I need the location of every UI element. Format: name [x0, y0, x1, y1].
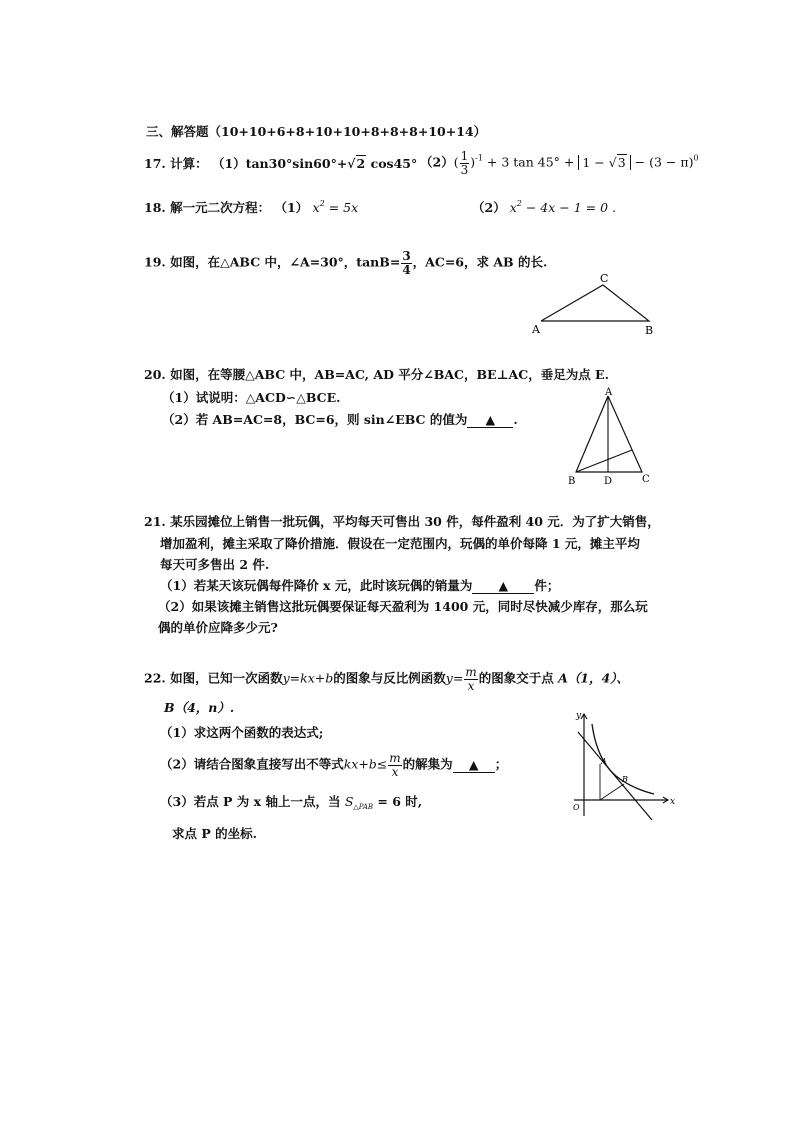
q22-fraction: $\frac{m}{x}$ — [465, 665, 477, 693]
q21-line3: 每天可多售出 2 件. — [160, 557, 270, 572]
q18-part1-label: （1） — [274, 200, 309, 215]
q22-sub3-text-b: = 6 时, — [377, 794, 423, 809]
q22-sub3 — [160, 794, 422, 811]
q18-part2-label: （2） — [472, 200, 506, 215]
q21-sub1-text: （1）若某天该玩偶每件降价 x 元，此时该玩偶的销量为 — [160, 578, 473, 593]
q18-label: 解一元二次方程： — [170, 200, 271, 215]
segment-ab-aux — [600, 784, 624, 800]
q17-absolute-value: 1 − √3 — [578, 155, 630, 170]
q20-label-d: D — [604, 476, 613, 487]
q21-answer-blank: ▲ — [472, 578, 534, 594]
q20-label-b: B — [568, 476, 576, 487]
q21-sub2-line1: （2）如果该摊主销售这批玩偶要保证每天盈利为 1400 元，同时尽快减少库存，那么玩 — [158, 599, 648, 614]
q20-answer-blank: ▲ — [467, 412, 513, 428]
q22-sub2-fraction: $\frac{m}{x}$ — [389, 751, 401, 779]
q20-number: 20. — [144, 367, 166, 382]
q22-stem-c: 的图象交于点 — [478, 670, 554, 686]
q19-label-c: C — [600, 272, 609, 285]
q22-sub3-line2: 求点 P 的坐标. — [172, 826, 257, 841]
question-19 — [144, 250, 547, 276]
q22-inequality: kx+b≤ — [343, 756, 388, 772]
q22-point-b: B（4，n）. — [164, 700, 235, 715]
q19-label-a: A — [532, 323, 540, 336]
q20-sub2-text: （2）若 AB=AC=8，BC=6，则 sin∠EBC 的值为 — [162, 412, 468, 427]
question-17-part2: （2）( $\frac{1}{3}$ )$^{-1}$ + 3 $\tan 45^\circ + 1 - √3 - (3 - \pi)^0$ — [420, 149, 699, 177]
q20-label-a: A — [605, 387, 613, 398]
graph-label-x: x — [670, 797, 676, 807]
q20-stem: 如图，在等腰△ABC 中，AB=AC, AD 平分∠BAC，BE⊥AC，垂足为点 E. — [170, 367, 609, 382]
q18-equation-2: $x^2 - 4x - 1 = 0$ . — [509, 199, 616, 215]
q17-part2-mid: + 3 tan 45° + — [486, 154, 575, 170]
graph-label-y: y — [576, 711, 582, 721]
q21-sub2-line2: 偶的单价应降多少元? — [158, 620, 278, 635]
q22-stem-a: 如图，已知一次函数 — [170, 670, 283, 686]
q22-sub3-text: （3）若点 P 为 x 轴上一点，当 — [160, 794, 341, 809]
section-header: 三、解答题（10+10+6+8+10+10+8+8+8+10+14） — [146, 124, 487, 139]
q22-sub2-text-b: 的解集为 — [402, 756, 453, 772]
q17-part2-tail: − (3 − π) — [634, 154, 694, 170]
q17-part1-expr: tan30°sin60°+ — [245, 156, 348, 171]
q17-label: 计算： — [170, 156, 208, 171]
q22-area-symbol: $S_{\triangle PAB}$ — [344, 794, 374, 811]
question-18 — [144, 199, 358, 215]
q20-sub2: （2）若 AB=AC=8，BC=6，则 sin∠EBC 的值为 ▲ . — [162, 412, 518, 427]
q17-fraction: $\frac{1}{3}$ — [460, 149, 469, 177]
q22-linear-function: y=kx+b — [282, 670, 334, 686]
q22-sub2: （2）请结合图象直接写出不等式kx+b≤ $\frac{m}{x}$ 的解集为 ▲ ； — [160, 751, 508, 779]
q20-sub1: （1）试说明：△ACD∽△BCE. — [162, 390, 341, 405]
q17-part1-label: （1） — [211, 156, 246, 171]
q17-sqrt2: √2 — [347, 156, 366, 171]
q18-equation-1: $x^2 = 5x$ — [312, 199, 359, 215]
q18-number: 18. — [144, 200, 166, 215]
q19-text: 如图，在△ABC 中，∠A=30°，tanB= — [170, 254, 401, 270]
q20-triangle-figure — [562, 386, 662, 490]
q17-part1-cos: cos45° — [370, 156, 418, 171]
q19-fraction: $\frac{3}{4}$ — [402, 249, 411, 277]
question-20 — [144, 367, 609, 382]
q20-triangle — [576, 396, 642, 472]
graph-label-b: B — [622, 775, 628, 784]
q22-sub2-text: （2）请结合图象直接写出不等式 — [160, 756, 344, 772]
q22-answer-blank: ▲ — [453, 757, 495, 773]
q22-sub1: （1）求这两个函数的表达式; — [160, 725, 324, 740]
q19-number: 19. — [144, 254, 166, 270]
q20-label-c: C — [642, 474, 650, 485]
linear-function-line — [578, 732, 652, 820]
q19-triangle — [541, 285, 649, 321]
question-18-part2 — [472, 199, 616, 215]
q19-label-b: B — [645, 324, 654, 337]
q19-text-end: ，AC=6，求 AB 的长. — [412, 254, 548, 270]
q21-number: 21. — [144, 514, 166, 529]
graph-label-a: A — [601, 757, 607, 766]
q22-graph-figure — [564, 706, 684, 828]
q21-sub1: （1）若某天该玩偶每件降价 x 元，此时该玩偶的销量为 ▲ 件； — [160, 578, 560, 593]
q21-line1-text: 某乐园摊位上销售一批玩偶，平均每天可售出 30 件，每件盈利 40 元．为了扩大销售， — [170, 514, 660, 529]
q17-part2-label: （2） — [420, 154, 454, 170]
question-17 — [144, 156, 417, 171]
question-22 — [144, 666, 629, 692]
q17-number: 17. — [144, 156, 166, 171]
q19-triangle-figure — [525, 270, 665, 340]
q22-inverse-function: y= — [445, 670, 464, 686]
graph-label-origin: O — [573, 803, 580, 812]
q21-line2: 增加盈利，摊主采取了降价措施．假设在一定范围内，玩偶的单价每降 1 元，摊主平均 — [160, 536, 640, 551]
question-21-line1 — [144, 514, 660, 529]
q22-number: 22. — [144, 670, 166, 686]
q22-point-a: A（1，4）、 — [558, 670, 629, 686]
q22-stem-b: 的图象与反比例函数 — [333, 670, 446, 686]
